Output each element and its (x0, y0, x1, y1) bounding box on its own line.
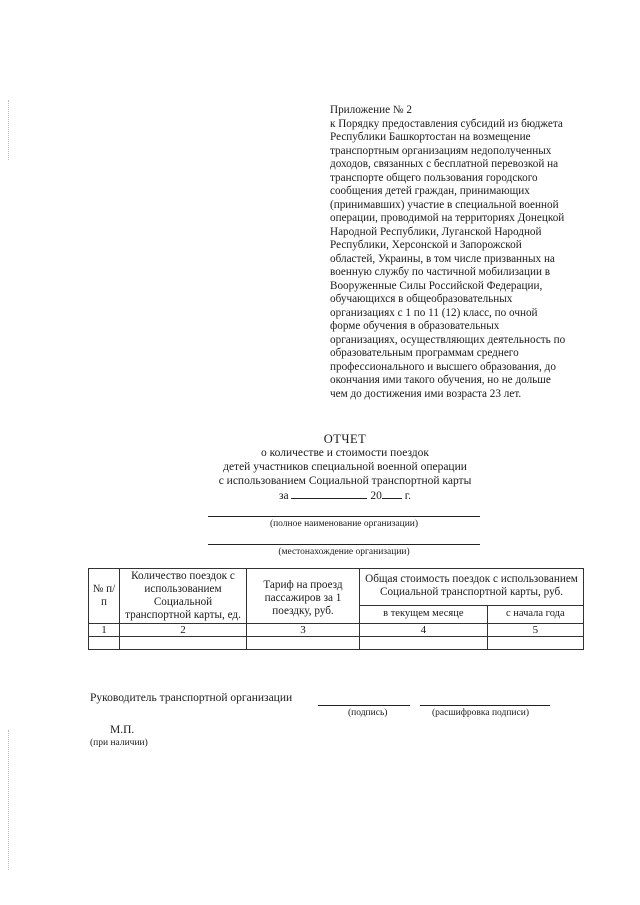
appendix-line: окончания ими такого обучения, но не дольше (330, 374, 551, 386)
appendix-title: Приложение № 2 (330, 104, 412, 116)
appendix-line: Народной Республики, Луганской Народной (330, 225, 542, 238)
header-num: № п/п (89, 569, 120, 624)
org-location-line (208, 544, 480, 545)
empty-cell[interactable] (89, 637, 120, 650)
index-cell: 3 (247, 624, 360, 637)
org-name-caption: (полное наименование организации) (269, 519, 419, 529)
report-period (150, 488, 540, 503)
period-suffix: г. (404, 490, 412, 502)
appendix-line: организациях, осуществляющих деятельность по (330, 333, 566, 346)
report-title: ОТЧЕТ (323, 432, 367, 446)
header-total: Общая стоимость поездок с использованием Социальной транспортной карты, руб. (360, 569, 584, 606)
period-year: 20 (370, 490, 382, 502)
appendix-line: обучающихся в общеобразовательных (330, 293, 513, 305)
stamp-label: М.П. (110, 724, 135, 736)
margin-dots-bottom (8, 730, 10, 870)
appendix-line: областей, Украины, в том числе призванных на (330, 252, 555, 265)
appendix-line: Республики, Херсонской и Запорожской (330, 239, 522, 251)
table-row-empty (89, 637, 584, 650)
period-month-blank (291, 488, 367, 499)
appendix-line: к Порядку предоставления субсидий из бюджета (330, 117, 563, 130)
appendix-block (330, 104, 600, 401)
appendix-line: транспорте общего пользования городского (330, 171, 538, 184)
empty-cell[interactable] (360, 637, 488, 650)
decode-line (420, 705, 550, 706)
appendix-line: доходов, связанных с бесплатной перевозкой на (330, 158, 559, 170)
index-cell: 4 (360, 624, 488, 637)
appendix-line: (принимавших) участие в специальной военной (330, 198, 559, 211)
appendix-line: образовательным программам среднего (330, 347, 519, 359)
appendix-line: профессионального и высшего образования, до (330, 360, 556, 373)
appendix-line: Республики Башкортостан на возмещение (330, 131, 531, 143)
appendix-line: операции, проводимой на территориях Донецкой (330, 212, 565, 224)
report-table (88, 568, 584, 650)
header-count: Количество поездок с использованием Социальной транспортной карты, ед. (120, 569, 247, 624)
appendix-line: организациях с 1 по 11 (12) класс, по очной (330, 306, 538, 319)
org-location-caption: (местонахождение организации) (278, 547, 410, 557)
report-title-block (150, 432, 540, 503)
appendix-line: транспортным организациям недополученных (330, 144, 552, 157)
period-prefix: за (278, 490, 289, 502)
appendix-line: военную службу по частичной мобилизации в (330, 266, 551, 278)
appendix-line: чем до достижения ими возраста 23 лет. (330, 387, 522, 400)
signature-line (318, 705, 410, 706)
period-year-blank (382, 488, 402, 499)
subtitle-line: детей участников специальной военной операции (223, 461, 467, 473)
appendix-line: форме обучения в образовательных (330, 320, 500, 332)
header-tariff: Тариф на проезд пассажиров за 1 поездку, руб. (247, 569, 360, 624)
decode-caption: (расшифровка подписи) (432, 708, 529, 718)
header-current-month: в текущем месяце (360, 605, 488, 623)
subtitle-line: с использованием Социальной транспортной карты (218, 475, 472, 487)
index-cell: 2 (120, 624, 247, 637)
header-year-start: с начала года (487, 605, 583, 623)
margin-dots-top (8, 100, 10, 160)
appendix-line: Вооруженные Силы Российской Федерации, (330, 279, 543, 292)
report-subtitle (150, 446, 540, 488)
table-index-row (89, 624, 584, 637)
signature-caption: (подпись) (348, 708, 388, 718)
org-name-line (208, 516, 480, 517)
empty-cell[interactable] (487, 637, 583, 650)
appendix-line: сообщения детей граждан, принимающих (330, 185, 530, 197)
index-cell: 5 (487, 624, 583, 637)
index-cell: 1 (89, 624, 120, 637)
signature-label: Руководитель транспортной организации (90, 692, 293, 704)
empty-cell[interactable] (247, 637, 360, 650)
stamp-note: (при наличии) (90, 738, 148, 748)
subtitle-line: о количестве и стоимости поездок (261, 447, 429, 459)
table-header-row (89, 569, 584, 606)
empty-cell[interactable] (120, 637, 247, 650)
appendix-text (330, 118, 600, 402)
